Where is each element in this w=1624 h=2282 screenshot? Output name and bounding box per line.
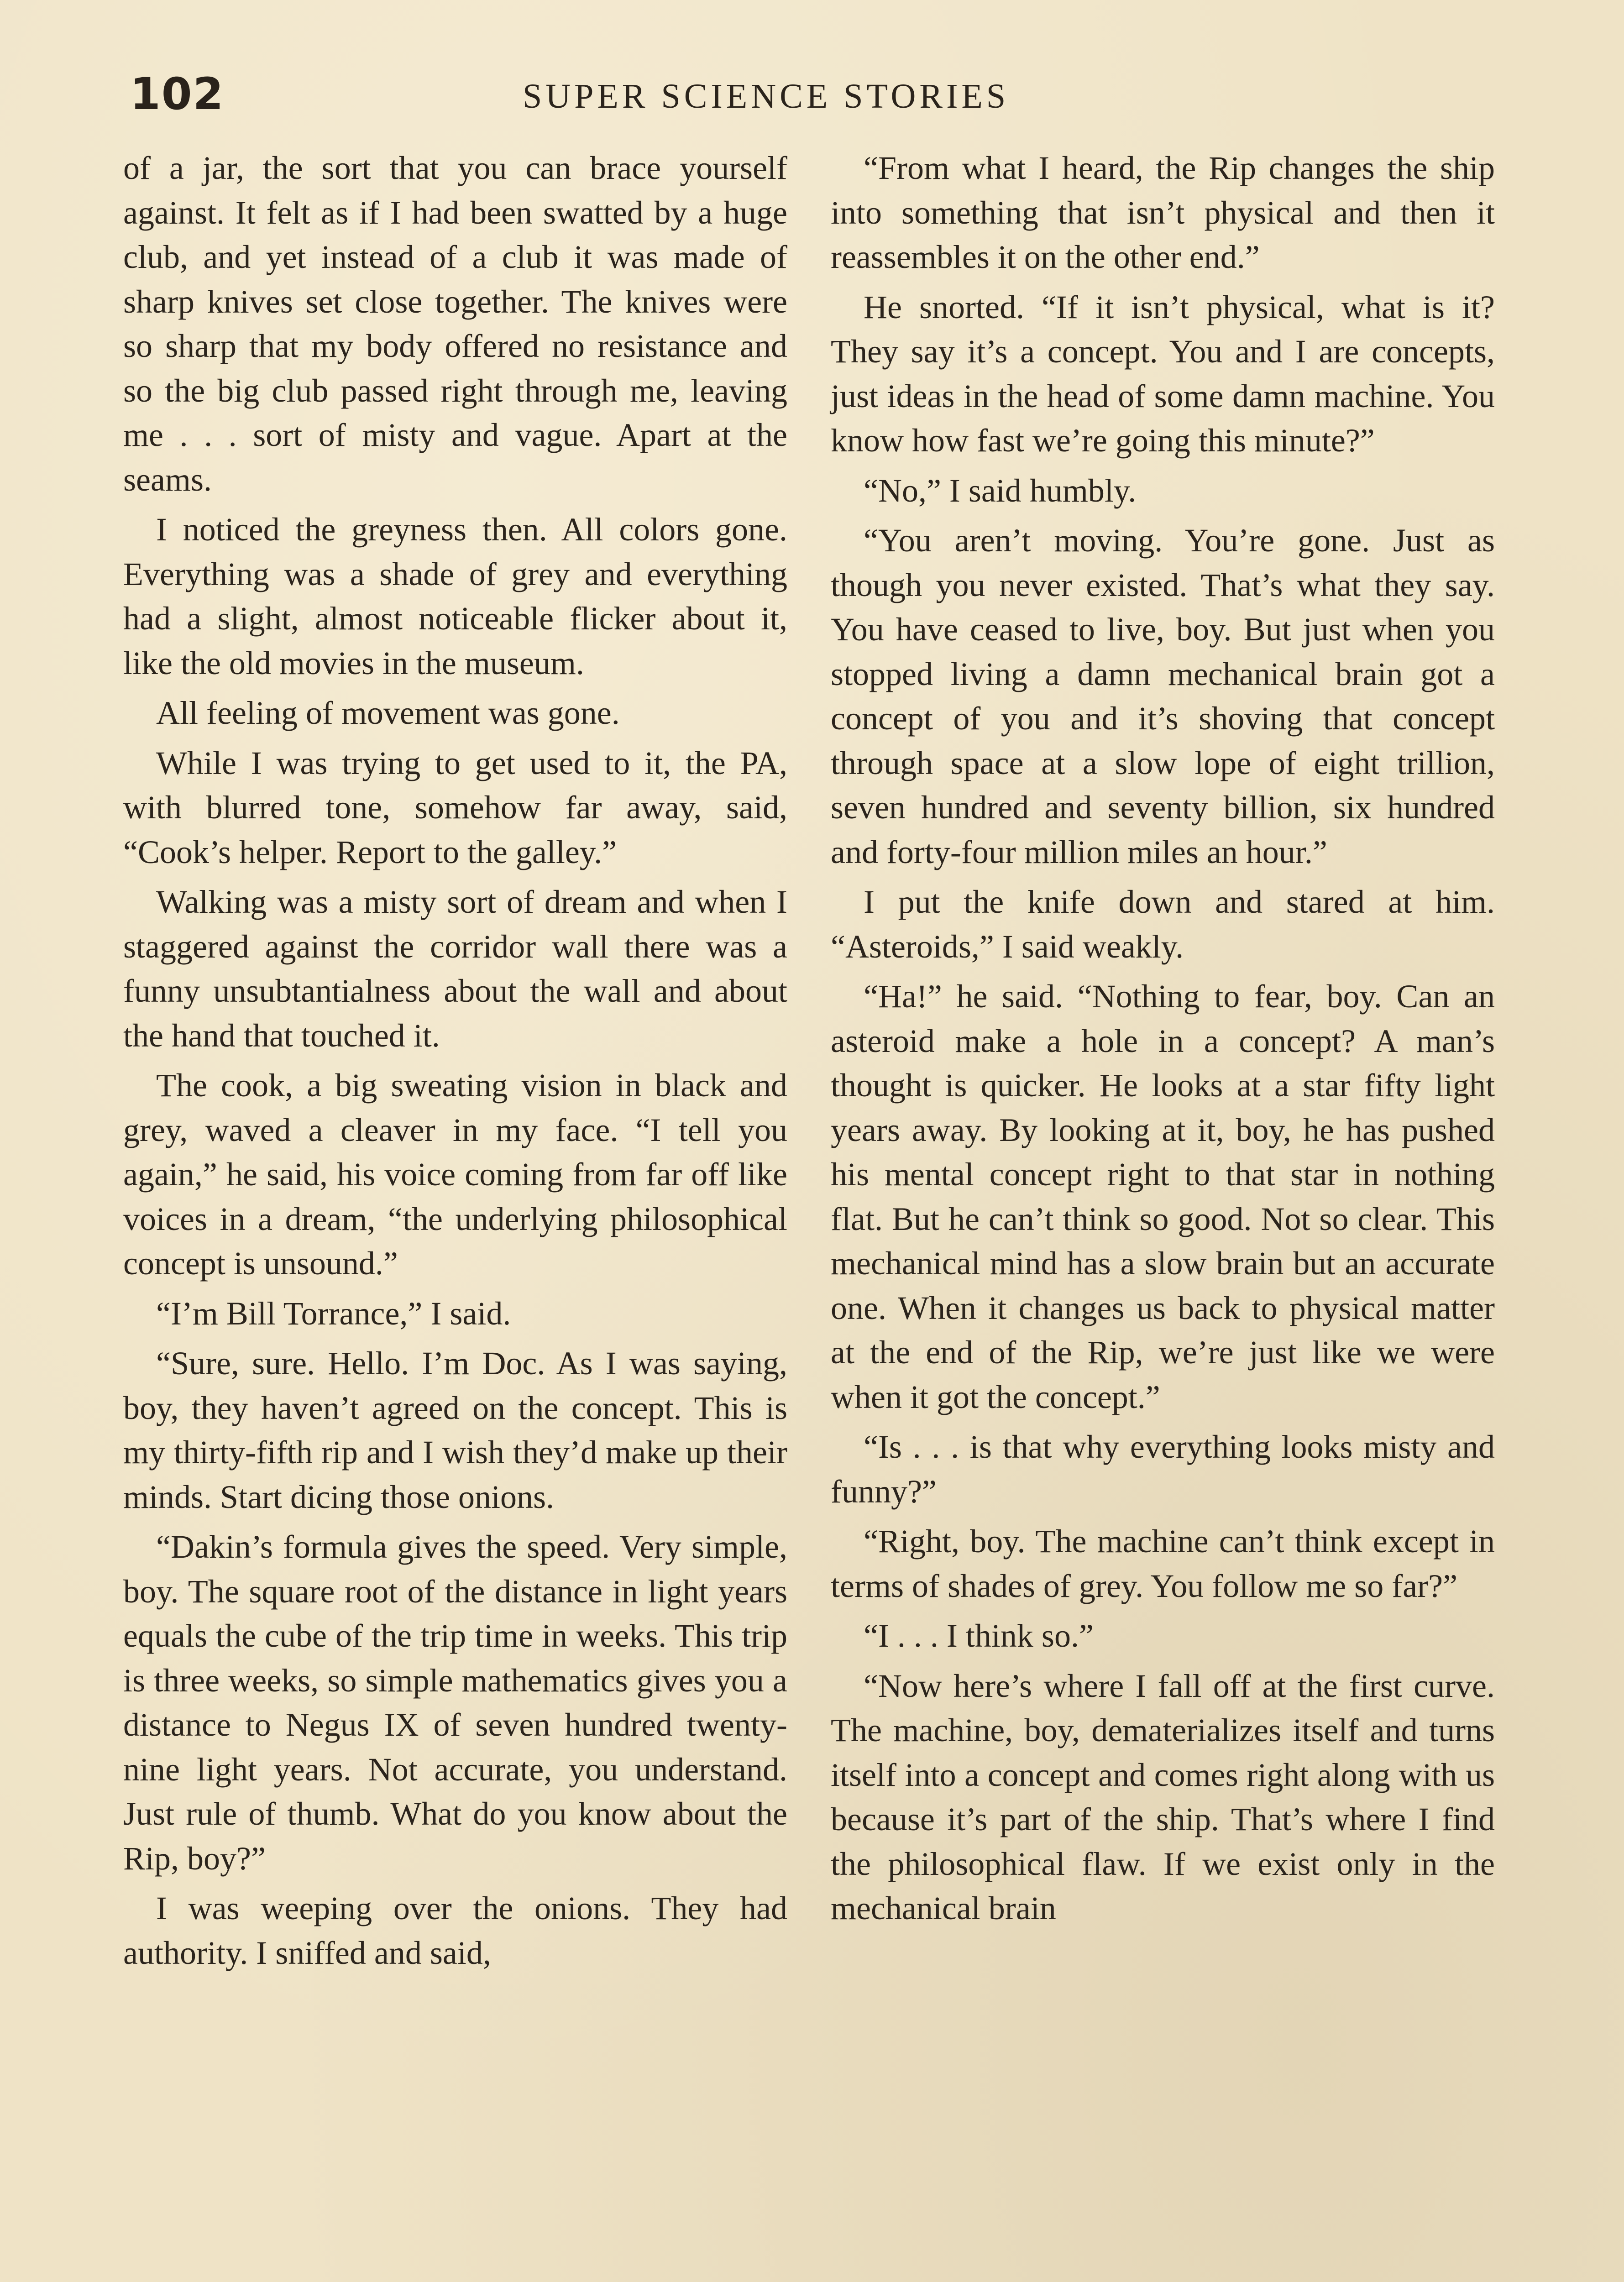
left-column [123,146,787,1981]
running-head: SUPER SCIENCE STORIES [523,77,1010,115]
page-header [130,68,1499,132]
page-number: 102 [130,68,225,120]
right-column [831,146,1495,1937]
paragraph: “You aren’t moving. You’re gone. Just as though you never existed. That’s what they say. You have ceased to live, boy. But just when you stopped living a damn mechanical brain got a concept of you and it’s shoving that concept through space at a slow lope of eight trillion, seven hundred and seventy billion, six hundred and forty-four million miles an hour.” [831,522,1495,870]
paragraph: “Ha!” he said. “Nothing to fear, boy. Can an asteroid make a hole in a concept? A man’s thought is quicker. He looks at a star fifty light years away. By looking at it, boy, he has pushed his mental concept right to that star in nothing flat. But he can’t think so good. Not so clear. This mechanical mind has a slow brain but an accurate one. When it changes us back to physical matter at the end of the Rip, we’re just like we were when it got the concept.” [831,978,1495,1415]
paragraph: All feeling of movement was gone. [156,695,620,731]
paragraph: The cook, a big sweating vision in black and grey, waved a cleaver in my face. “I tell you again,” he said, his voice coming from far off like voices in a dream, “the underlying philosophical concept is unsound.” [123,1067,787,1282]
paragraph: “Sure, sure. Hello. I’m Doc. As I was saying, boy, they haven’t agreed on the concept. This is my thirty-fifth rip and I wish they’d make up their minds. Start dicing those onions. [123,1345,787,1515]
paragraph: “Right, boy. The machine can’t think except in terms of shades of grey. You follow me so far?” [831,1523,1495,1604]
paragraph: Walking was a misty sort of dream and when I staggered against the corridor wall there was a funny unsubtantialness about the wall and about the hand that touched it. [123,884,787,1054]
paragraph: of a jar, the sort that you can brace yourself against. It felt as if I had been swatted by a huge club, and yet instead of a club it was made of sharp knives set close together. The knives were so sharp that my body offered no resistance and so the big club passed right through me, leaving me . . . sort of misty and vague. Apart at the seams. [123,150,787,498]
paragraph: “Is . . . is that why everything looks misty and funny?” [831,1429,1495,1510]
paragraph: While I was trying to get used to it, the PA, with blurred tone, somehow far away, said, “Cook’s helper. Report to the galley.” [123,744,787,870]
paragraph: “From what I heard, the Rip changes the ship into something that isn’t physical and then it reassembles it on the other end.” [831,150,1495,275]
paragraph: “Dakin’s formula gives the speed. Very simple, boy. The square root of the distance in light years equals the cube of the trip time in weeks. This trip is three weeks, so simple mathematics gives you a distance to Negus IX of seven hundred twenty-nine light years. Not accurate, you understand. Just rule of thumb. What do you know about the Rip, boy?” [123,1528,787,1877]
paragraph: “Now here’s where I fall off at the first curve. The machine, boy, dematerializes itself and turns itself into a concept and comes right along with us because it’s part of the ship. That’s where I find the philosophical flaw. If we exist only in the mechanical brain [831,1667,1495,1926]
paragraph: “I’m Bill Torrance,” I said. [156,1295,511,1332]
paragraph: “I . . . I think so.” [864,1617,1094,1654]
paragraph: “No,” I said humbly. [864,472,1137,509]
paragraph: He snorted. “If it isn’t physical, what is it? They say it’s a concept. You and I are concepts, just ideas in the head of some damn machine. You know how fast we’re going this minute?” [831,288,1495,459]
paragraph: I noticed the greyness then. All colors gone. Everything was a shade of grey and everything had a slight, almost noticeable flicker about it, like the old movies in the museum. [123,511,787,681]
paragraph: I was weeping over the onions. They had authority. I sniffed and said, [123,1890,787,1971]
paragraph: I put the knife down and stared at him. “Asteroids,” I said weakly. [831,884,1495,965]
